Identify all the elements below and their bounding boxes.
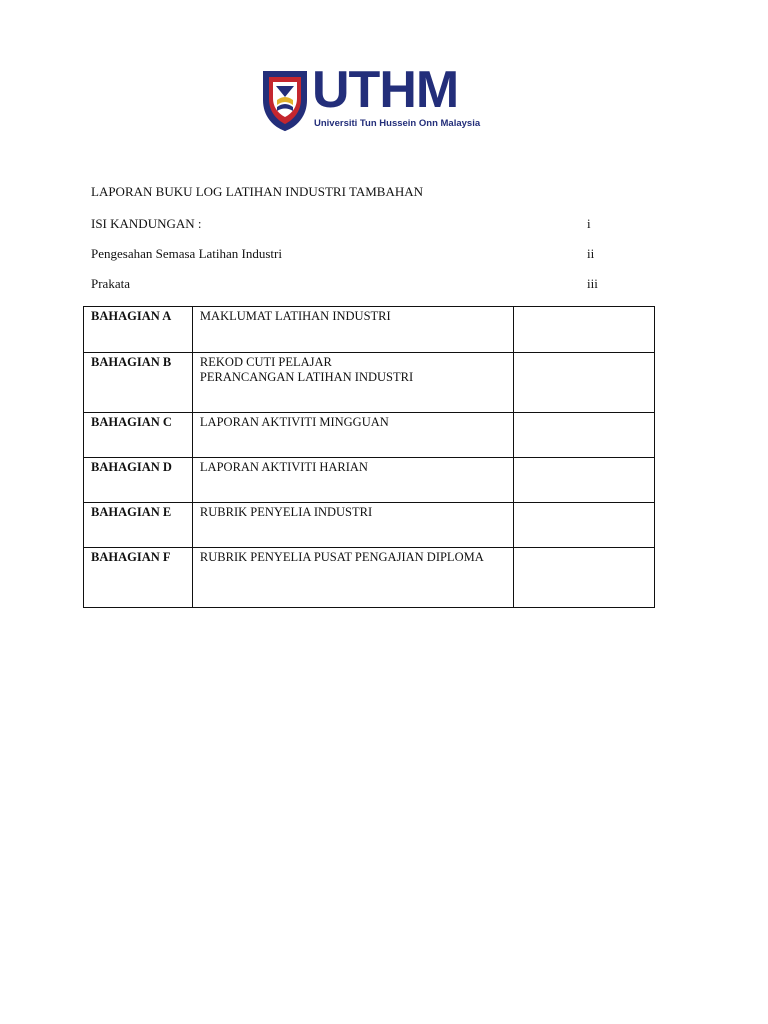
table-row (84, 548, 655, 608)
section-page-cell (514, 503, 655, 548)
section-code: BAHAGIAN C (84, 413, 193, 458)
section-title-line: RUBRIK PENYELIA INDUSTRI (199, 505, 373, 519)
section-page-cell (514, 413, 655, 458)
section-page-cell (514, 353, 655, 413)
uthm-logo (256, 58, 488, 146)
logo-wordmark: UTHM (312, 61, 459, 119)
section-title-line: RUBRIK PENYELIA PUSAT PENGAJIAN DIPLOMA (199, 550, 484, 564)
section-title (192, 548, 513, 608)
section-code: BAHAGIAN E (84, 503, 193, 548)
section-page-cell (514, 458, 655, 503)
sections-table (83, 306, 655, 608)
section-code: BAHAGIAN B (84, 353, 193, 413)
table-row (84, 458, 655, 503)
section-title (192, 353, 513, 413)
table-row (84, 307, 655, 353)
document-heading: LAPORAN BUKU LOG LATIHAN INDUSTRI TAMBAHAN (91, 184, 424, 199)
table-row (84, 353, 655, 413)
section-title (192, 458, 513, 503)
section-title-line: LAPORAN AKTIVITI HARIAN (199, 460, 368, 474)
section-code: BAHAGIAN F (84, 548, 193, 608)
table-row (84, 503, 655, 548)
toc-label: ISI KANDUNGAN : (91, 216, 202, 231)
section-code: BAHAGIAN A (84, 307, 193, 353)
logo-tagline: Universiti Tun Hussein Onn Malaysia (314, 118, 481, 129)
table-row (84, 413, 655, 458)
section-title (192, 413, 513, 458)
section-title (192, 307, 513, 353)
toc-page-number: i (587, 216, 591, 231)
toc-page-number: ii (587, 246, 595, 261)
toc-page-number: iii (587, 276, 598, 291)
toc-label: Pengesahan Semasa Latihan Industri (91, 246, 282, 261)
section-code: BAHAGIAN D (84, 458, 193, 503)
section-page-cell (514, 548, 655, 608)
university-crest-icon (262, 70, 308, 132)
section-title-line: MAKLUMAT LATIHAN INDUSTRI (199, 309, 391, 323)
section-title (192, 503, 513, 548)
section-page-cell (514, 307, 655, 353)
section-title-line: REKOD CUTI PELAJAR (199, 355, 332, 369)
section-title-line: LAPORAN AKTIVITI MINGGUAN (199, 415, 389, 429)
toc-label: Prakata (91, 276, 130, 291)
section-title-line: PERANCANGAN LATIHAN INDUSTRI (199, 370, 414, 384)
